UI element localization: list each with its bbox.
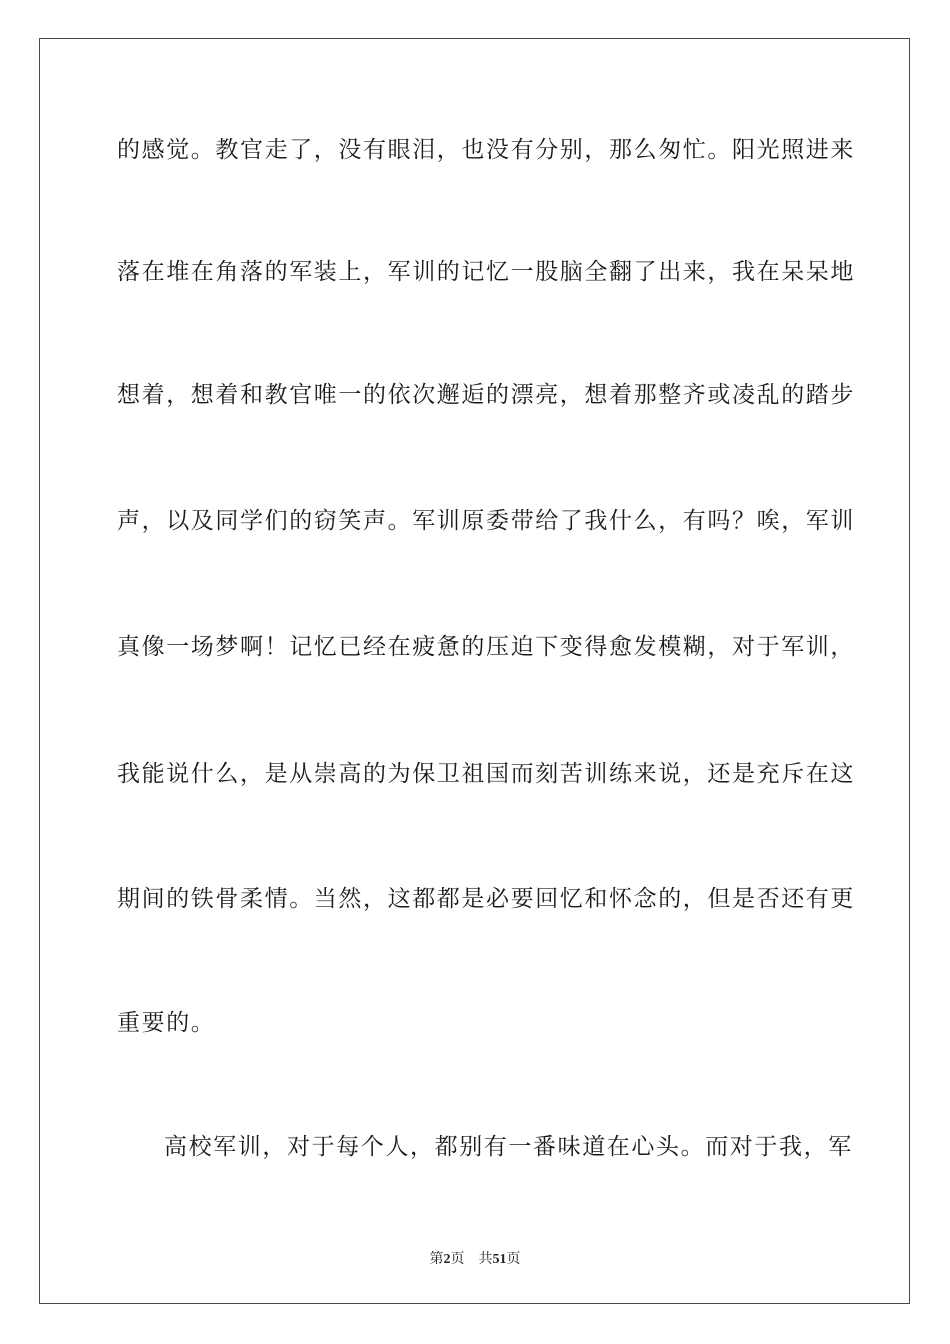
body-line-8: 重要的。 — [117, 1010, 216, 1036]
total-page-count: 51 — [492, 1252, 507, 1267]
body-line-5: 真像一场梦啊！记忆已经在疲惫的压迫下变得愈发模糊，对于军训， — [117, 634, 855, 660]
page-footer — [0, 1248, 950, 1268]
body-line-7: 期间的铁骨柔情。当然，这都都是必要回忆和怀念的，但是否还有更 — [117, 886, 855, 912]
body-line-1: 的感觉。教官走了，没有眼泪，也没有分别，那么匆忙。阳光照进来 — [117, 137, 855, 163]
total-prefix: 共 — [478, 1251, 493, 1267]
page-suffix: 页 — [450, 1251, 465, 1267]
body-line-4: 声，以及同学们的窃笑声。军训原委带给了我什么，有吗？唉，军训 — [117, 508, 855, 534]
body-line-6: 我能说什么，是从崇高的为保卫祖国而刻苦训练来说，还是充斥在这 — [117, 761, 855, 787]
page-prefix: 第 — [429, 1251, 444, 1267]
current-page-number: 2 — [443, 1252, 451, 1267]
body-line-3: 想着，想着和教官唯一的依次邂逅的漂亮，想着那整齐或凌乱的踏步 — [117, 382, 855, 408]
page-border — [39, 38, 910, 1304]
body-line-9: 高校军训，对于每个人，都别有一番味道在心头。而对于我，军 — [164, 1134, 853, 1160]
total-suffix: 页 — [506, 1251, 521, 1267]
body-line-2: 落在堆在角落的军装上，军训的记忆一股脑全翻了出来，我在呆呆地 — [117, 259, 855, 285]
